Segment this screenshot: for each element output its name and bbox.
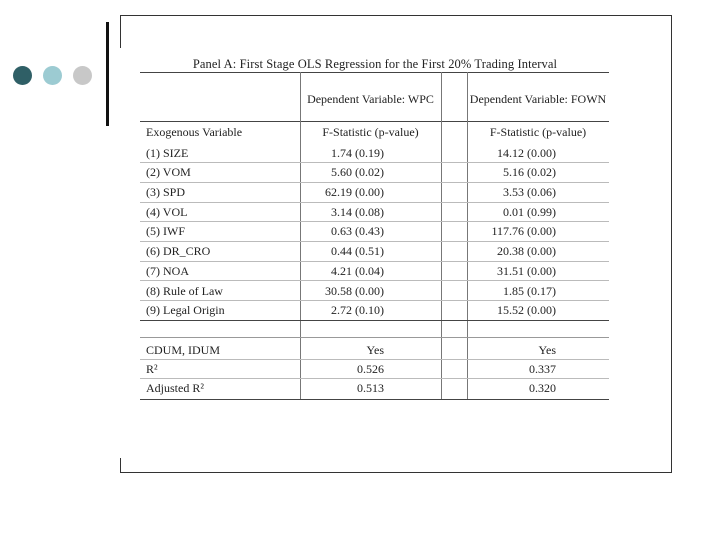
footer-separator <box>140 359 609 360</box>
row-separator <box>140 182 609 183</box>
title-rule <box>140 72 609 73</box>
row-value-fown: 117.76 (0.00) <box>491 224 556 238</box>
row-value-fown: 20.38 (0.00) <box>497 244 556 258</box>
footer-label: CDUM, IDUM <box>146 343 221 357</box>
decor-dot-teal <box>43 66 62 85</box>
row-value-fown: 5.16 (0.02) <box>503 165 556 179</box>
row-value-fown: 3.53 (0.06) <box>503 185 556 199</box>
row-separator <box>140 261 609 262</box>
row-value-fown: 14.12 (0.00) <box>497 146 556 160</box>
row-separator <box>140 280 609 281</box>
decor-vertical-bar <box>106 22 109 126</box>
col-separator-2a <box>441 72 442 400</box>
panel-title: Panel A: First Stage OLS Regression for the First 20% Trading Interval <box>192 57 558 71</box>
row-label: (3) SPD <box>146 185 186 199</box>
row-value-wpc: 5.60 (0.02) <box>331 165 384 179</box>
table-frame-left-edge <box>120 15 121 48</box>
decor-dot-dark <box>13 66 32 85</box>
decor-dot-gray <box>73 66 92 85</box>
col-separator-2b <box>467 72 468 400</box>
footer-value-wpc: 0.513 <box>357 381 384 395</box>
footer-label: R² <box>146 362 158 376</box>
row-value-wpc: 2.72 (0.10) <box>331 303 384 317</box>
row-value-wpc: 4.21 (0.04) <box>331 264 384 278</box>
header-fown: Dependent Variable: FOWN <box>469 92 607 106</box>
row-value-wpc: 3.14 (0.08) <box>331 205 384 219</box>
subheader-exogenous: Exogenous Variable <box>146 125 243 139</box>
footer-value-wpc: Yes <box>366 343 384 357</box>
row-label: (9) Legal Origin <box>146 303 225 317</box>
row-label: (2) VOM <box>146 165 191 179</box>
footer-value-fown: 0.337 <box>529 362 556 376</box>
row-value-fown: 0.01 (0.99) <box>503 205 556 219</box>
subheader-col2: F-Statistic (p-value) <box>489 125 587 139</box>
row-value-wpc: 1.74 (0.19) <box>331 146 384 160</box>
footer-value-fown: 0.320 <box>529 381 556 395</box>
footer-label: Adjusted R² <box>146 381 204 395</box>
row-value-wpc: 62.19 (0.00) <box>325 185 384 199</box>
footer-value-fown: Yes <box>538 343 556 357</box>
footer-separator <box>140 378 609 379</box>
row-value-fown: 15.52 (0.00) <box>497 303 556 317</box>
col-separator-1 <box>300 72 301 400</box>
row-label: (8) Rule of Law <box>146 284 223 298</box>
row-value-fown: 1.85 (0.17) <box>503 284 556 298</box>
section-rule-2 <box>140 337 609 338</box>
header-rule <box>140 121 609 122</box>
footer-value-wpc: 0.526 <box>357 362 384 376</box>
row-separator <box>140 300 609 301</box>
row-label: (5) IWF <box>146 224 185 238</box>
row-separator <box>140 202 609 203</box>
bottom-rule <box>140 399 609 400</box>
row-value-fown: 31.51 (0.00) <box>497 264 556 278</box>
table-frame-left-edge-lower <box>120 458 121 473</box>
subheader-col1: F-Statistic (p-value) <box>322 125 419 139</box>
row-separator <box>140 241 609 242</box>
row-value-wpc: 0.44 (0.51) <box>331 244 384 258</box>
row-separator <box>140 162 609 163</box>
row-label: (6) DR_CRO <box>146 244 211 258</box>
row-label: (1) SIZE <box>146 146 189 160</box>
header-wpc: Dependent Variable: WPC <box>307 92 434 106</box>
row-value-wpc: 30.58 (0.00) <box>325 284 384 298</box>
section-rule <box>140 320 609 321</box>
row-label: (7) NOA <box>146 264 189 278</box>
row-value-wpc: 0.63 (0.43) <box>331 224 384 238</box>
row-label: (4) VOL <box>146 205 188 219</box>
row-separator <box>140 221 609 222</box>
